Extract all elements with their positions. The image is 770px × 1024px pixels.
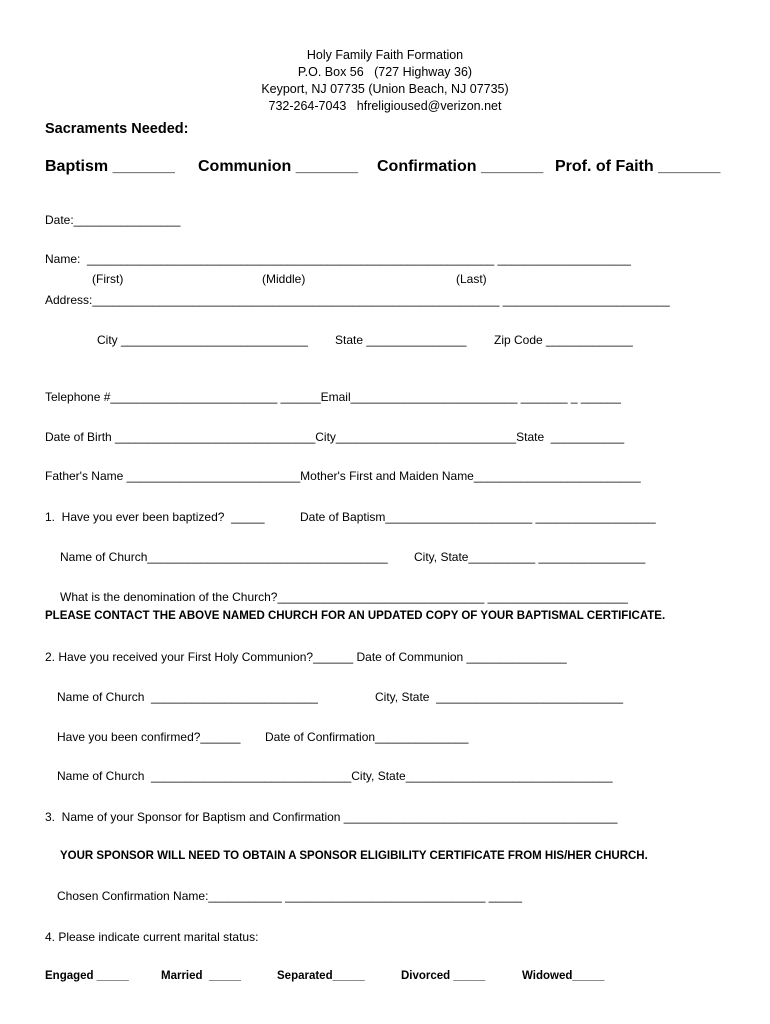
sponsor-field[interactable]: 3. Name of your Sponsor for Baptism and Confirmation _________________________________________ [45,810,618,824]
org-contact: 732-264-7043 hfreligioused@verizon.net [268,99,502,113]
communion-church-field[interactable]: Name of Church _________________________ [57,690,318,704]
communion-field[interactable]: Communion _______ [198,158,359,175]
po-box: P.O. Box 56 (727 Highway 36) [297,65,473,79]
dob-city-state-field[interactable]: Date of Birth ______________________________City___________________________State ___________ [45,430,625,444]
widowed-field[interactable]: Widowed_____ [522,970,605,982]
separated-field[interactable]: Separated_____ [277,970,365,982]
divorced-field[interactable]: Divorced _____ [401,970,486,982]
communion-question[interactable]: 2. Have you received your First Holy Communion?______ Date of Communion _______________ [45,650,567,664]
zip-field[interactable]: Zip Code _____________ [494,333,633,347]
confirmation-church-field[interactable]: Name of Church ______________________________City, State_______________________________ [57,769,613,783]
confirmation-date-field[interactable]: Date of Confirmation______________ [265,730,469,744]
confirmation-name-field[interactable]: Chosen Confirmation Name:___________ ______________________________ _____ [57,889,523,903]
confirmation-field[interactable]: Confirmation _______ [377,158,544,175]
prof-faith-field[interactable]: Prof. of Faith _______ [555,158,721,175]
first-label: (First) [92,272,124,286]
married-field[interactable]: Married _____ [161,970,241,982]
communion-city-state-field[interactable]: City, State ____________________________ [375,690,623,704]
baptism-field[interactable]: Baptism _______ [45,158,175,175]
denomination-field[interactable]: What is the denomination of the Church?_______________________________ _____________________ [60,590,628,604]
sacraments-heading: Sacraments Needed: [45,121,189,137]
sponsor-notice: YOUR SPONSOR WILL NEED TO OBTAIN A SPONSOR ELIGIBILITY CERTIFICATE FROM HIS/HER CHURCH. [60,850,648,862]
confirmed-question[interactable]: Have you been confirmed?______ [57,730,241,744]
baptism-church-field[interactable]: Name of Church____________________________________ [60,550,388,564]
date-baptism-field[interactable]: Date of Baptism______________________ __________________ [300,510,656,524]
baptized-question[interactable]: 1. Have you ever been baptized? _____ [45,510,265,524]
last-label: (Last) [456,272,487,286]
engaged-field[interactable]: Engaged _____ [45,970,129,982]
date-field[interactable]: Date:________________ [45,213,181,227]
marital-status-label: 4. Please indicate current marital status: [45,930,259,944]
telephone-email-field[interactable]: Telephone #_________________________ ______Email_________________________ _______ _ ______ [45,390,621,404]
baptism-city-state-field[interactable]: City, State__________ ________________ [414,550,646,564]
address-field[interactable]: Address:_____________________________________________________________ _________________________ [45,293,670,307]
baptismal-notice: PLEASE CONTACT THE ABOVE NAMED CHURCH FOR AN UPDATED COPY OF YOUR BAPTISMAL CERTIFICATE. [45,610,666,622]
city-field[interactable]: City ____________________________ [97,333,308,347]
state-field[interactable]: State _______________ [335,333,467,347]
org-city: Keyport, NJ 07735 (Union Beach, NJ 07735) [261,82,509,96]
org-name: Holy Family Faith Formation [306,48,464,62]
name-field[interactable]: Name: _____________________________________________________________ ____________________ [45,252,631,266]
parents-field[interactable]: Father's Name __________________________Mother's First and Maiden Name_________________________ [45,469,641,483]
middle-label: (Middle) [262,272,306,286]
